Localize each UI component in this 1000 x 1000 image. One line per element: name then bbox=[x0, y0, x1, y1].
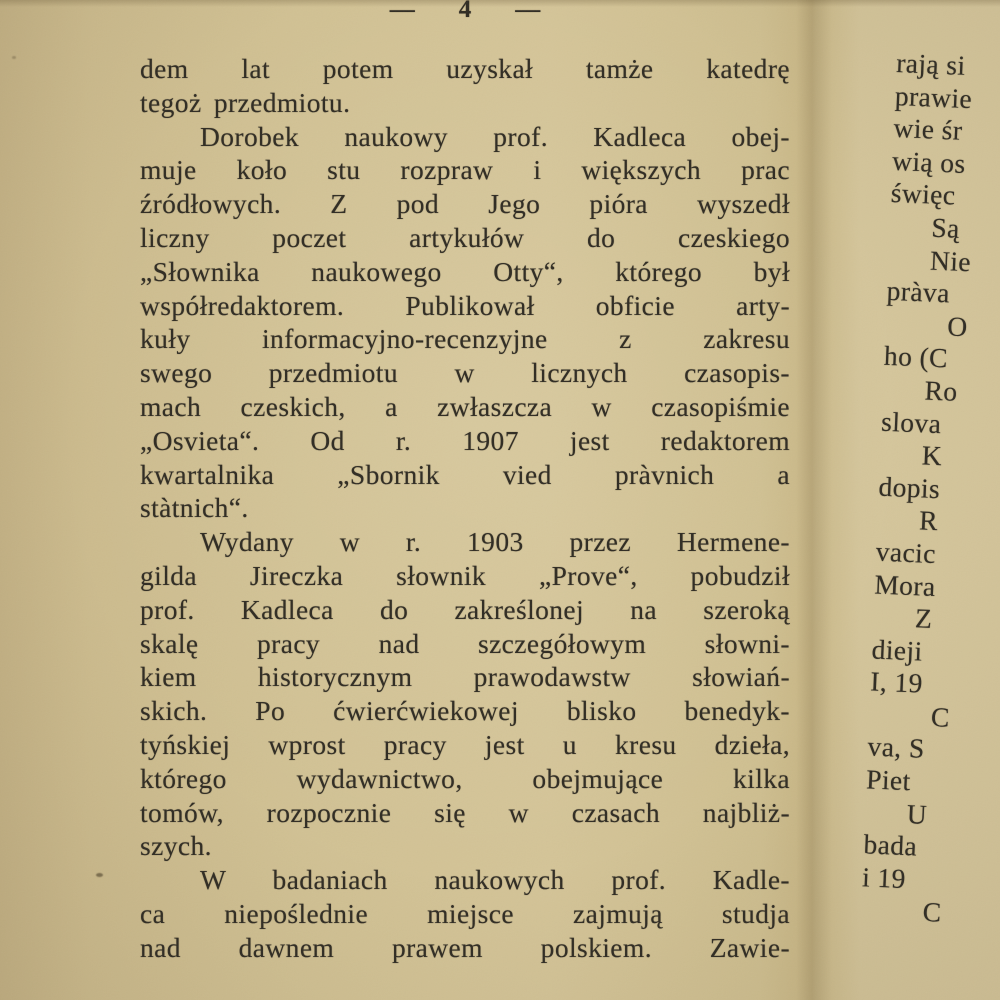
text-line: liczny poczet artykułów do czeskiego bbox=[140, 221, 790, 253]
adjacent-text-fragment: K bbox=[921, 439, 943, 472]
paper-speck bbox=[96, 873, 103, 877]
text-line: muje koło stu rozpraw i większych prac bbox=[140, 154, 790, 186]
adjacent-text-fragment: święc bbox=[890, 177, 957, 211]
text-line: współredaktorem. Publikował obficie arty- bbox=[140, 289, 790, 321]
text-line: kwartalnika „Sbornik vied pràvnich a bbox=[140, 458, 790, 490]
adjacent-text-fragment: dopis bbox=[877, 470, 941, 504]
text-line: Wydany w r. 1903 przez Hermene- bbox=[200, 526, 790, 558]
adjacent-text-fragment: wią os bbox=[891, 144, 967, 179]
text-line: szych. bbox=[140, 830, 212, 862]
text-line: „Osvieta“. Od r. 1907 jest redaktorem bbox=[140, 424, 790, 456]
main-text-column bbox=[140, 52, 790, 965]
adjacent-text-fragment: bada bbox=[862, 828, 918, 862]
adjacent-text-fragment: R bbox=[918, 504, 939, 537]
paragraph bbox=[140, 120, 790, 526]
adjacent-text-fragment: C bbox=[922, 896, 943, 929]
adjacent-text-fragment: wie śr bbox=[892, 112, 964, 146]
adjacent-text-fragment: Nie bbox=[929, 244, 972, 277]
adjacent-text-fragment: U bbox=[906, 797, 928, 830]
adjacent-text-fragment: pràva bbox=[886, 274, 951, 309]
adjacent-text-fragment: O bbox=[946, 310, 969, 342]
text-line: źródłowych. Z pod Jego pióra wyszedł bbox=[140, 188, 790, 220]
adjacent-text-fragment: Z bbox=[914, 602, 933, 635]
text-line: kiem historycznym prawodawstw słowiań- bbox=[140, 661, 790, 693]
text-line: prof. Kadleca do zakreślonej na szeroką bbox=[140, 593, 790, 625]
text-line: dem lat potem uzyskał tamże katedrę bbox=[140, 53, 790, 84]
paragraph bbox=[140, 52, 790, 120]
adjacent-page-text-column bbox=[860, 47, 1000, 931]
text-line: nad dawnem prawem polskiem. Zawie- bbox=[140, 931, 790, 963]
text-line: skalę pracy nad szczegółowym słowni- bbox=[140, 627, 790, 659]
text-line: stàtnich“. bbox=[140, 492, 249, 524]
page-header bbox=[140, 0, 790, 24]
adjacent-text-fragment: I, 19 bbox=[869, 665, 924, 699]
text-line: tomów, rozpocznie się w czasach najbliż- bbox=[140, 796, 790, 828]
paragraph bbox=[140, 863, 790, 964]
adjacent-text-fragment: prawie bbox=[894, 79, 973, 114]
adjacent-text-fragment: dieji bbox=[871, 633, 924, 667]
adjacent-text-fragment: ho (C bbox=[883, 340, 949, 374]
text-line: kuły informacyjno-recenzyjne z zakresu bbox=[140, 323, 790, 355]
adjacent-text-fragment: Mora bbox=[873, 568, 937, 602]
page-number: 4 bbox=[458, 0, 472, 23]
adjacent-text-fragment: vacic bbox=[875, 535, 937, 569]
paragraph bbox=[140, 525, 790, 863]
text-line: W badaniach naukowych prof. Kadle- bbox=[200, 864, 790, 896]
adjacent-text-fragment: Są bbox=[930, 211, 961, 244]
text-line: „Słownika naukowego Otty“, którego był bbox=[140, 255, 790, 287]
text-line: którego wydawnictwo, obejmujące kilka bbox=[140, 762, 790, 794]
adjacent-text-fragment: Piet bbox=[865, 763, 912, 797]
text-line: mach czeskich, a zwłaszcza w czasopiśmie bbox=[140, 390, 790, 422]
adjacent-text-fragment: va, S bbox=[867, 730, 926, 765]
paper-speck bbox=[12, 56, 16, 59]
adjacent-text-fragment: Ro bbox=[924, 374, 959, 407]
page-gutter-crease bbox=[796, 0, 832, 1000]
adjacent-text-fragment: slova bbox=[880, 405, 942, 439]
adjacent-text-fragment: i 19 bbox=[861, 861, 907, 894]
header-dash-left: — bbox=[389, 0, 415, 23]
header-dash-right: — bbox=[515, 0, 541, 23]
text-line: ca niepoślednie miejsce zajmują studja bbox=[140, 897, 790, 929]
text-line: tegoż przedmiotu. bbox=[140, 86, 351, 118]
text-line: tyńskiej wprost pracy jest u kresu dzieła, bbox=[140, 728, 790, 760]
adjacent-text-fragment: C bbox=[930, 700, 951, 733]
adjacent-text-fragment: rają si bbox=[895, 47, 967, 81]
text-line: swego przedmiotu w licznych czasopis- bbox=[140, 357, 790, 389]
text-line: skich. Po ćwierćwiekowej blisko benedyk- bbox=[140, 695, 790, 727]
text-line: gilda Jireczka słownik „Prove“, pobudził bbox=[140, 559, 790, 591]
text-line: Dorobek naukowy prof. Kadleca obej- bbox=[200, 120, 790, 152]
